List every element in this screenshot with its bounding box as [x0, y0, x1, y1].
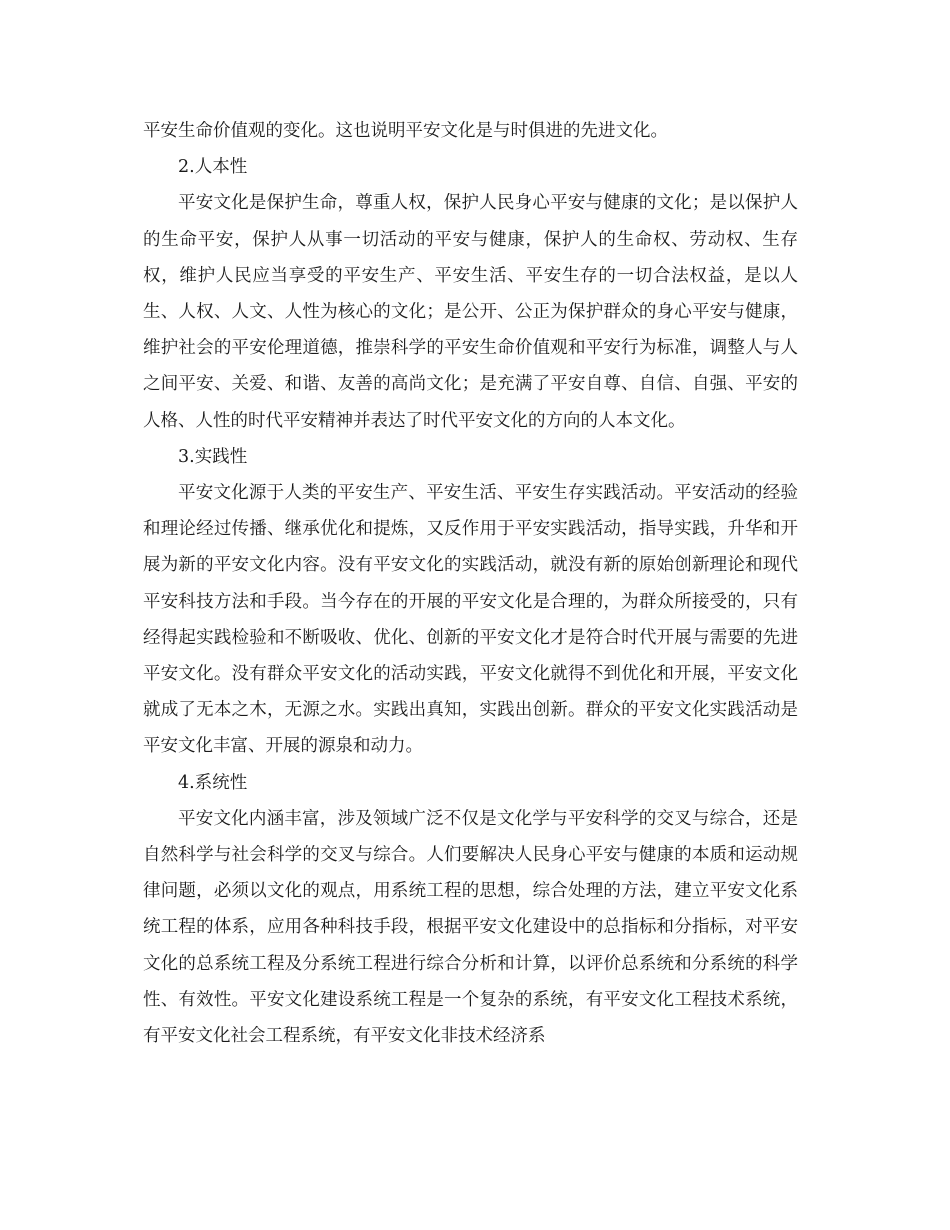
intro-paragraph: 平安生命价值观的变化。这也说明平安文化是与时俱进的先进文化。 — [143, 121, 668, 141]
section-heading-systematic: 4.系统性 — [178, 772, 248, 793]
document-page — [143, 113, 798, 1054]
section-heading-practice: 3.实践性 — [178, 446, 248, 467]
section-body-humanism: 平安文化是保护生命，尊重人权，保护人民身心平安与健康的文化；是以保护人的生命平安，保护人从事一切活动的平安与健康，保护人的生命权、劳动权、生存权，维护人民应当享受的平安生产、平安生活、平安生存的一切合法权益，是以人生、人权、人文、人性为核心的文化；是公开、公正为保护群众的身心平安与健康，维护社会的平安伦理道德，推崇科学的平安生命价值观和平安行为标准，调整人与人之间平安、关爱、和谐、友善的高尚文化；是充满了平安自尊、自信、自强、平安的人格、人性的时代平安精神并表达了时代平安文化的方向的人本文化。 — [143, 193, 798, 431]
section-body-systematic: 平安文化内涵丰富，涉及领域广泛不仅是文化学与平安科学的交叉与综合，还是自然科学与社会科学的交叉与综合。人们要解决人民身心平安与健康的本质和运动规律问题，必须以文化的观点，用系统工程的思想，综合处理的方法，建立平安文化系统工程的体系，应用各种科技手段，根据平安文化建设中的总指标和分指标，对平安文化的总系统工程及分系统工程进行综合分析和计算，以评价总系统和分系统的科学性、有效性。平安文化建设系统工程是一个复杂的系统，有平安文化工程技术系统，有平安文化社会工程系统，有平安文化非技术经济系 — [143, 808, 798, 1047]
section-body-practice: 平安文化源于人类的平安生产、平安生活、平安生存实践活动。平安活动的经验和理论经过传播、继承优化和提炼，又反作用于平安实践活动，指导实践，升华和开展为新的平安文化内容。没有平安文化的实践活动，就没有新的原始创新理论和现代平安科技方法和手段。当今存在的开展的平安文化是合理的，为群众所接受的，只有经得起实践检验和不断吸收、优化、创新的平安文化才是符合时代开展与需要的先进平安文化。没有群众平安文化的活动实践，平安文化就得不到优化和开展，平安文化就成了无本之木，无源之水。实践出真知，实践出创新。群众的平安文化实践活动是平安文化丰富、开展的源泉和动力。 — [143, 483, 798, 757]
section-heading-humanism: 2.人本性 — [178, 157, 248, 178]
